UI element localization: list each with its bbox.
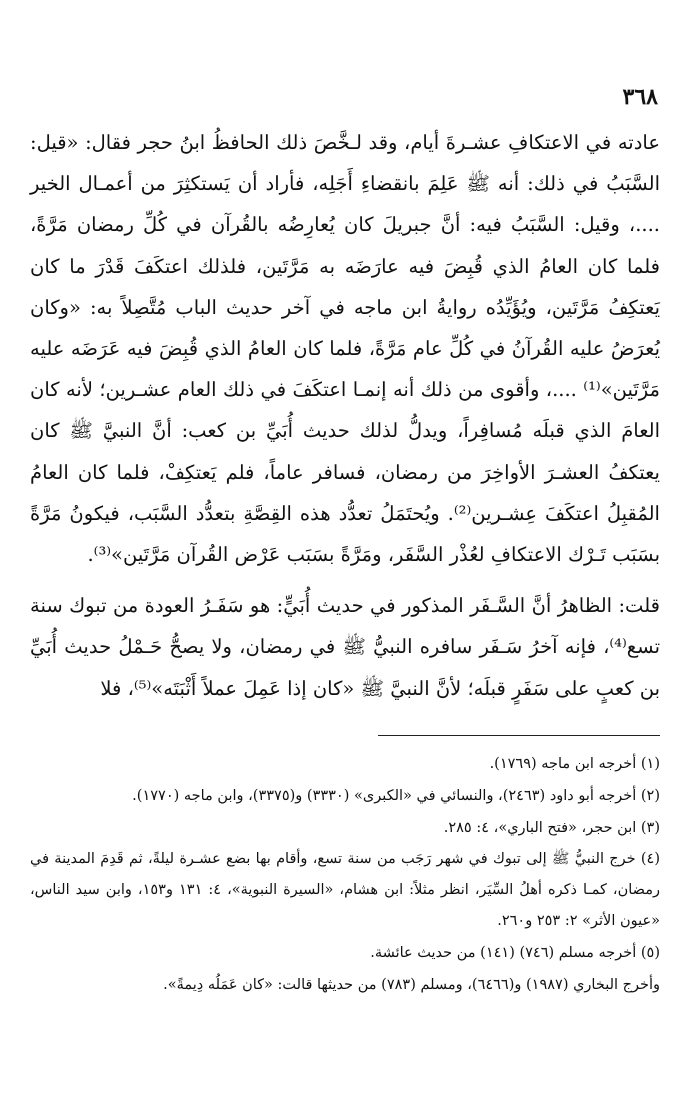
body-paragraph: قلت: الظاهرُ أنَّ السَّـفَر المذكور في حديث أُبَيٍّ: هو سَفَـرُ العودة من تبوك سنة تسع⁽⁴⁾، فإنه آخرُ سَـفَر سافره النبيُّ ﷺ في رمضان، ولا يصحُّ حَـمْلُ حديث أُبَيِّ بن كعبٍ على سَفَرٍ قبلَه؛ لأنَّ النبيَّ ﷺ «كان إذا عَمِلَ عملاً أَثْبَتَه»⁽⁵⁾، فلا xyxy=(30,594,660,700)
footnote-2: (٢) أخرجه أبو داود (٢٤٦٣)، والنسائي في «الكبرى» (٣٣٣٠) و(٣٣٧٥)، وابن ماجه (١٧٧٠). xyxy=(132,788,660,804)
body-paragraph: عادته في الاعتكافِ عشـرةَ أيام، وقد لـخَّصَ ذلك الحافظُ ابنُ حجر فقال: «قيل: السَّبَبُ في ذلك: أنه ﷺ عَلِمَ بانقضاءِ أَجَلِه، فأراد أن يَستكثِرَ من أعمـال الخير ....، وقيل: السَّبَبُ فيه: أنَّ جبريلَ كان يُعارِضُه بالقُرآن في كُلِّ رمضان مَرَّةً، فلما كان العامُ الذي قُبِضَ فيه عارَضَه به مَرَّتَين، فلذلك اعتكَفَ قَدْرَ ما كان يَعتكِفُ مَرَّتَين، ويُؤَيِّدُه روايةُ ابن ماجه في آخر حديث الباب مُتَّصِلاً به: «وكان يُعرَضُ عليه القُرآنُ في كُلِّ عام مَرَّةً، فلما كان العامُ الذي قُبِضَ فيه عَرَضَه عليه مَرَّتَين»⁽¹⁾ ....، وأقوى من ذلك أنه إنمـا اعتكَفَ في ذلك العام عشـرين؛ لأنه كان العامَ الذي قبلَه مُسافِراً، ويدلُّ لذلك حديث أُبَيِّ بن كعب: أنَّ النبيَّ ﷺ كان يعتكفُ العشـرَ الأواخِرَ من رمضان، فسافر عاماً، فلم يَعتكِفْ، فلما كان العامُ المُقبِلُ اعتكَفَ عِشـرين⁽²⁾. ويُحتَمَلُ تعدُّد هذه القِصَّةِ بتعدُّد السَّبَب، فيكونُ مَرَّةً بسَبَب تَـرْك الاعتكافِ لعُذْر السَّفَر، ومَرَّةً بسَبَب عَرْض القُرآن مَرَّتَين»⁽³⁾. xyxy=(30,131,660,567)
page-number: ٣٦٨ xyxy=(622,84,658,110)
footnote-4: (٤) خرج النبيُّ ﷺ إلى تبوك في شهر رَجَب من سنة تسع، وأقام بها بضع عشـرة ليلةً، ثم قَدِمَ المدينة في رمضان، كمـا ذكره أهلُ السِّيَر، انظر مثلاً: ابن هشام، «السيرة النبوية»، ٤: ١٣١ و١٥٣، وابن سيد الناس، «عيون الأثر» ٢: ٢٥٣ و٢٦٠. xyxy=(30,851,661,929)
footnotes xyxy=(30,748,660,1001)
main-text xyxy=(30,122,660,709)
footnote-1: (١) أخرجه ابن ماجه (١٧٦٩). xyxy=(489,756,660,772)
footnote-3: (٣) ابن حجر، «فتح الباري»، ٤: ٢٨٥. xyxy=(443,820,660,836)
footnote-5-continuation: وأخرج البخاري (١٩٨٧) و(٦٤٦٦)، ومسلم (٧٨٣) من حديثها قالت: «كان عَمَلُه دِيمةً». xyxy=(163,977,660,993)
footnote-separator xyxy=(378,735,660,736)
footnote-5: (٥) أخرجه مسلم (٧٤٦) (١٤١) من حديث عائشة. xyxy=(370,945,660,961)
